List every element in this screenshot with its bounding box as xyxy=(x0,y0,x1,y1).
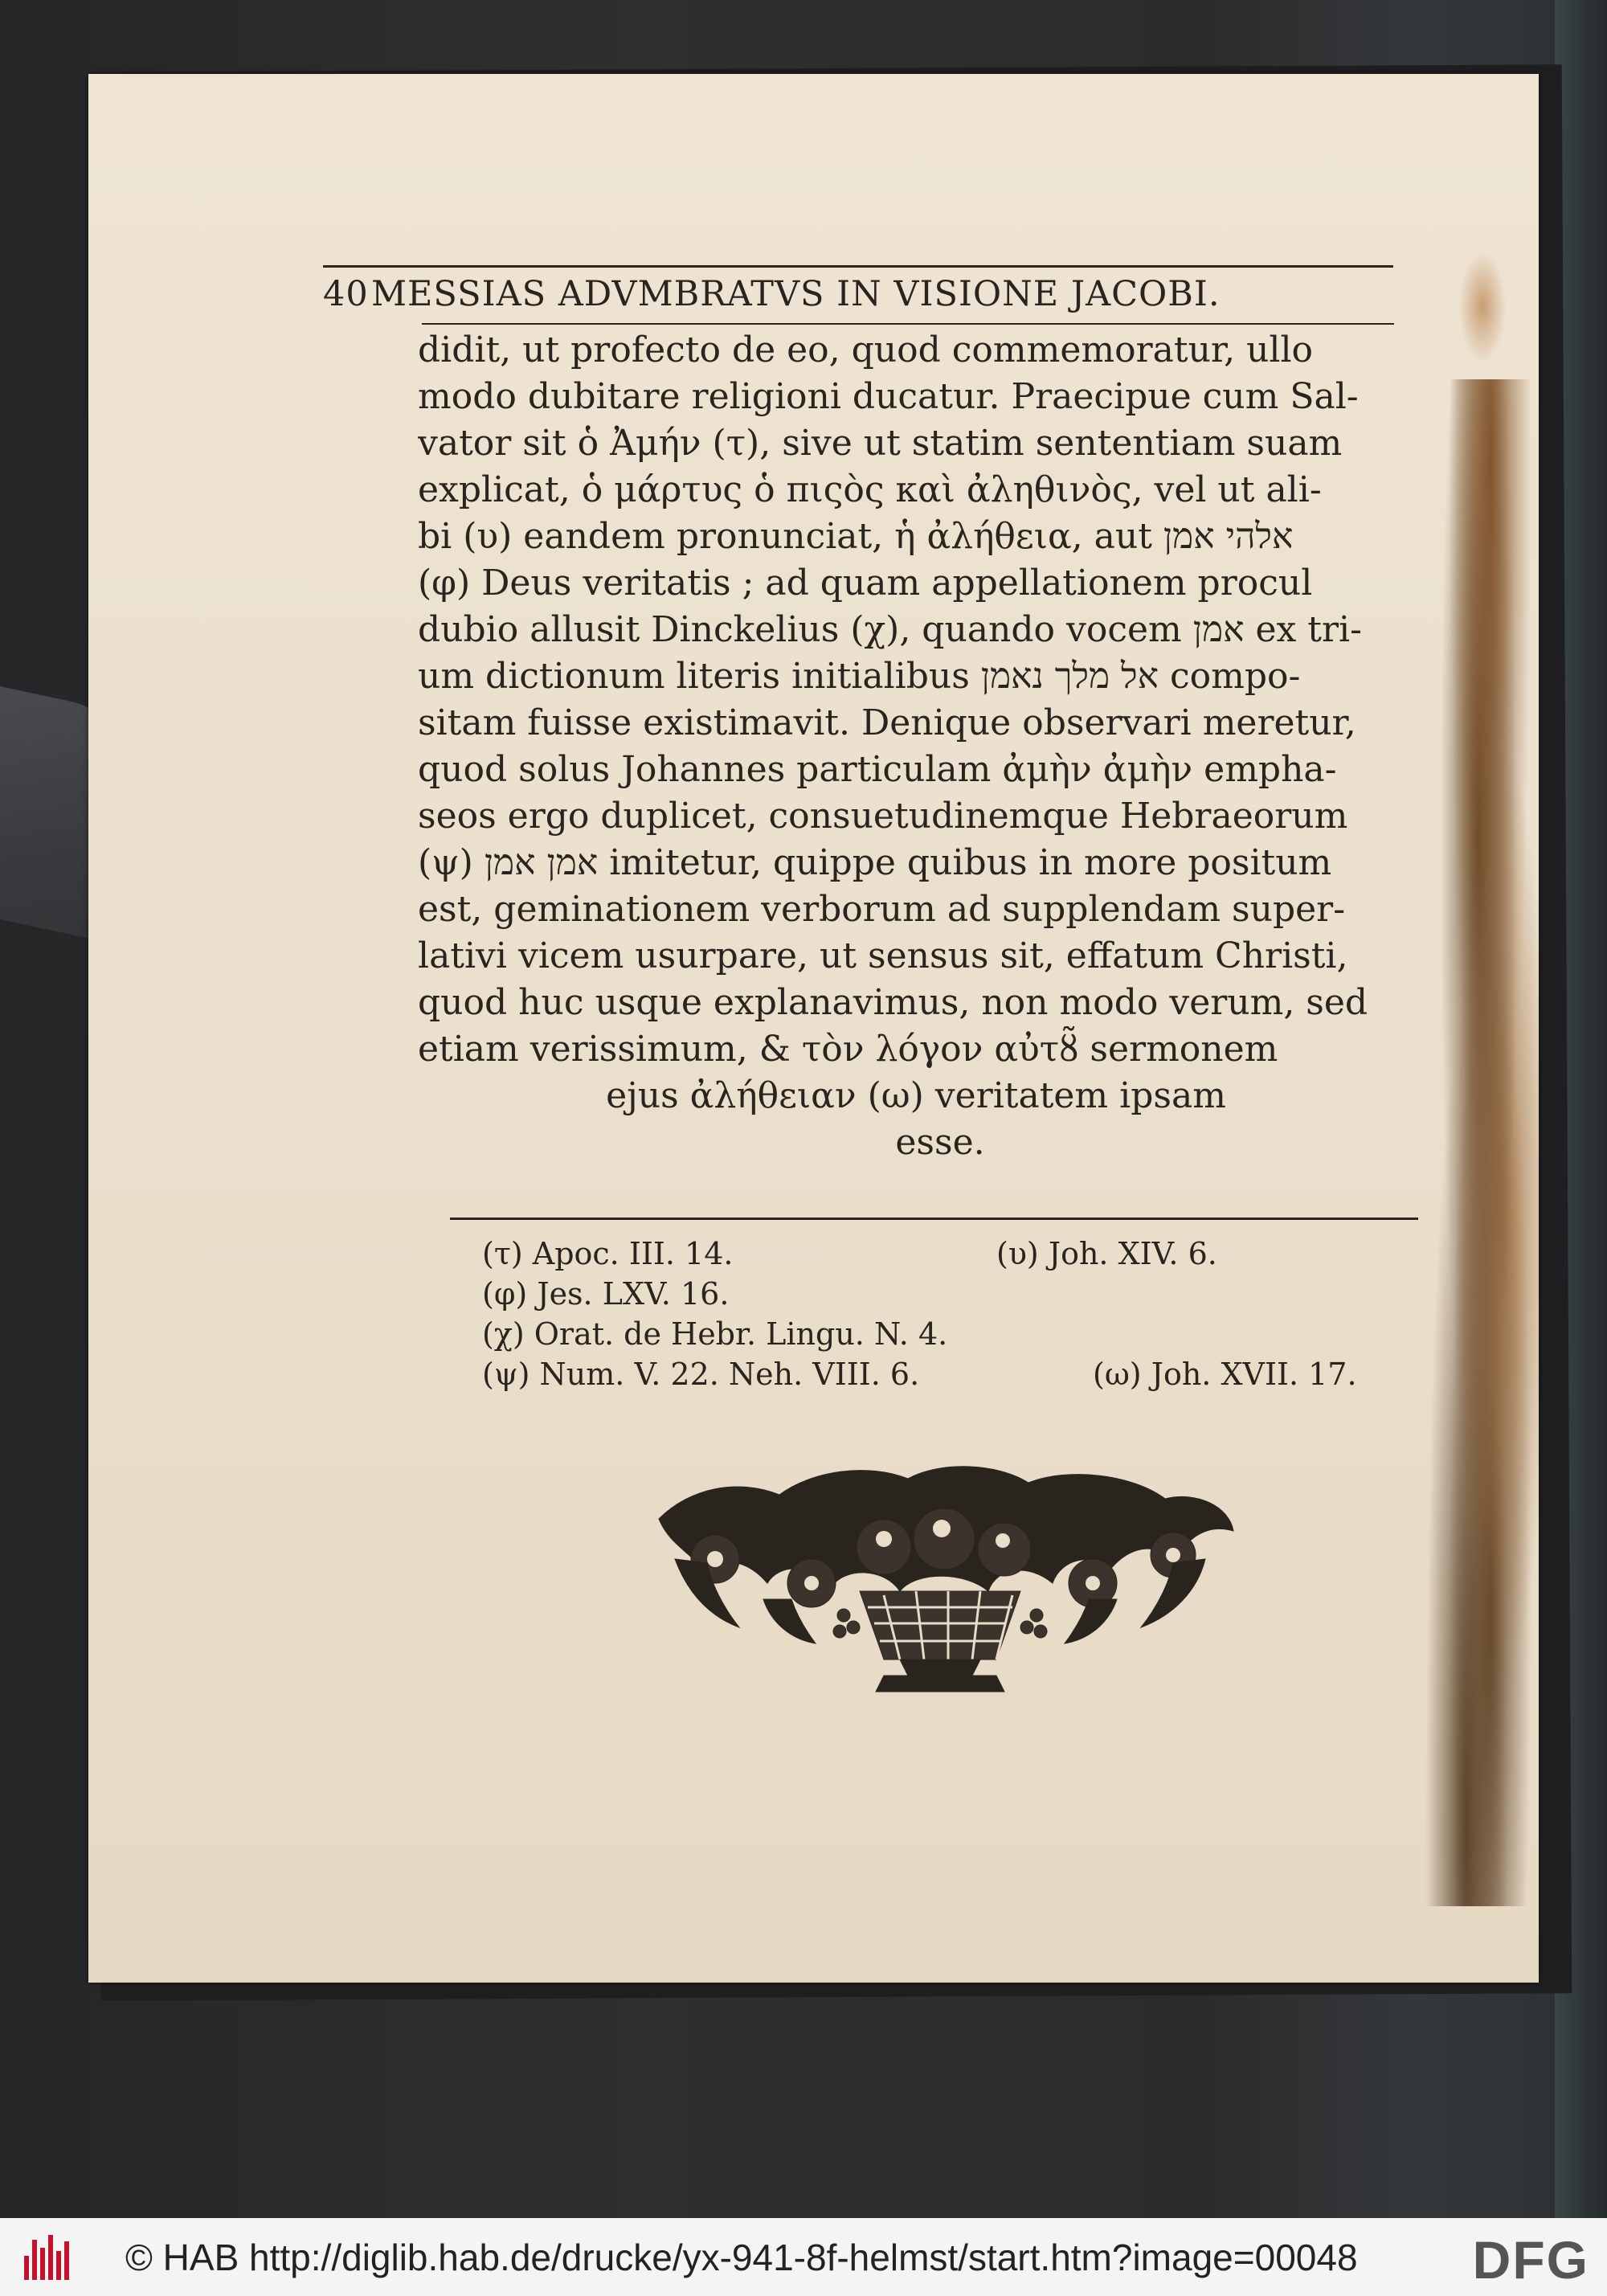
text-line: um dictionum literis initialibus אל מלך נאמן compo- xyxy=(418,656,1301,697)
footer-banner xyxy=(0,2218,1607,2296)
text-line: explicat, ὁ μάρτυς ὁ πιςὸς καὶ ἀληθινὸς, vel ut ali- xyxy=(418,469,1322,510)
fruit-basket-woodcut xyxy=(643,1463,1237,1704)
hab-logo-icon xyxy=(24,2235,80,2280)
footnote-row xyxy=(482,1314,1430,1354)
footnote: (ω) Joh. XVII. 17. xyxy=(1093,1357,1357,1392)
footnote: (υ) Joh. XIV. 6. xyxy=(996,1236,1217,1271)
text-line: lativi vicem usurpare, ut sensus sit, effatum Christi, xyxy=(418,935,1348,976)
body-text xyxy=(418,327,1414,1166)
running-title: MESSIAS ADVMBRATVS IN VISIONE JACOBI. xyxy=(371,274,1221,314)
text-line: quod huc usque explanavimus, non modo verum, sed xyxy=(418,982,1368,1023)
text-line: etiam verissimum, & τὸν λόγον αὐτȣ̃ sermonem xyxy=(418,1029,1278,1070)
source-credit[interactable]: © HAB http://diglib.hab.de/drucke/yx-941-8f-helmst/start.htm?image=00048 xyxy=(125,2236,1358,2278)
text-line: bi (υ) eandem pronunciat, ἡ ἀλήθεια, aut אלהי אמן xyxy=(418,516,1294,557)
running-head xyxy=(323,265,1393,314)
foxing-stain xyxy=(1418,379,1539,1906)
text-line: dubio allusit Dinckelius (χ), quando vocem אמן ex tri- xyxy=(418,609,1362,650)
text-line: didit, ut profecto de eo, quod commemoratur, ullo xyxy=(418,329,1314,370)
text-line-final: esse. xyxy=(895,1122,985,1163)
text-line: quod solus Johannes particulam ἀμὴν ἀμὴν empha- xyxy=(418,749,1337,790)
text-line: (ψ) אמן אמן imitetur, quippe quibus in more positum xyxy=(418,842,1332,883)
text-line: sitam fuisse existimavit. Denique observari meretur, xyxy=(418,702,1356,743)
text-line: (φ) Deus veritatis ; ad quam appellationem procul xyxy=(418,563,1313,604)
footnote-row xyxy=(482,1274,1430,1314)
text-line-centered: ejus ἀλήθειαν (ω) veritatem ipsam xyxy=(606,1075,1226,1116)
text-line: est, geminationem verborum ad supplendam super- xyxy=(418,889,1346,930)
footnote: (ψ) Num. V. 22. Neh. VIII. 6. xyxy=(482,1357,920,1392)
footnotes xyxy=(482,1234,1430,1394)
text-line: seos ergo duplicet, consuetudinemque Hebraeorum xyxy=(418,796,1348,837)
dfg-logo: DFG xyxy=(1472,2230,1589,2290)
footnote-rule xyxy=(450,1218,1418,1220)
text-line: modo dubitare religioni ducatur. Praecipue cum Sal- xyxy=(418,376,1359,417)
footnote-row xyxy=(482,1354,1430,1394)
stain xyxy=(1458,251,1507,363)
footnote: (φ) Jes. LXV. 16. xyxy=(482,1276,730,1312)
footnote: (χ) Orat. de Hebr. Lingu. N. 4. xyxy=(482,1316,948,1352)
header-rule xyxy=(422,323,1394,325)
page-number: 40 xyxy=(323,274,369,314)
footnote-row xyxy=(482,1234,1430,1274)
footnote: (τ) Apoc. III. 14. xyxy=(482,1236,734,1271)
text-line: vator sit ὁ Ἀμήν (τ), sive ut statim sententiam suam xyxy=(418,423,1343,464)
